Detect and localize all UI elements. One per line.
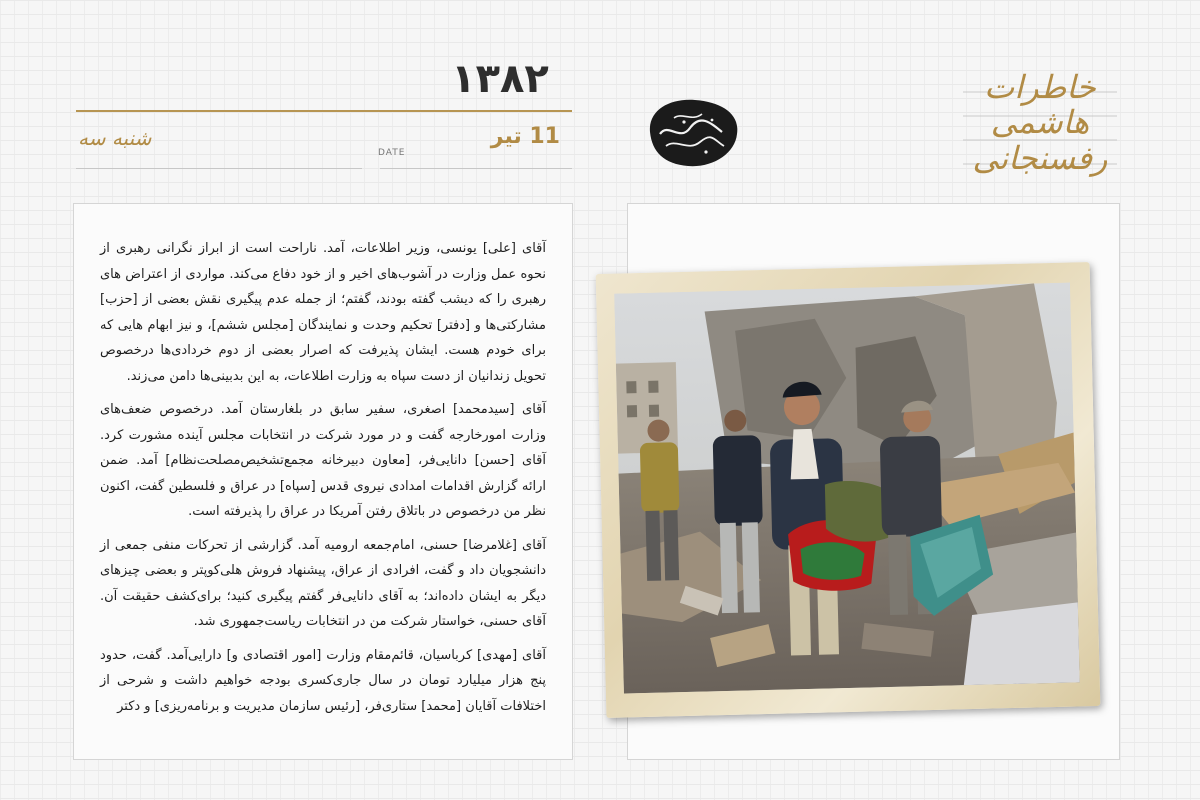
photo-frame <box>596 262 1101 718</box>
memoir-text <box>100 236 546 727</box>
date-underline <box>380 168 572 169</box>
memoir-text-panel <box>73 203 573 760</box>
rubble-photo <box>614 283 1080 694</box>
paragraph-2: آقای [سیدمحمد] اصغری، سفیر سابق در بلغارستان آمد. درخصوص ضعف‌های وزارت امورخارجه گفت و در مورد شرکت در انتخابات مجلس آینده مشورت کرد. آقای [حسن] دانایی‌فر، [معاون دبیرخانه مجمع‌تشخیص‌مصلحت‌نظام] آمد. ضمن ارائه گزارش اقدامات امدادی نیروی قدس [سپاه] در عراق و فلسطین گفت، اکنون نظر من درخصوص در باتلاق رفتن آمریکا در عراق را پذیرفته است. <box>100 402 546 519</box>
memoirs-logo <box>955 68 1125 178</box>
day-underline <box>76 168 362 169</box>
header-gold-rule <box>76 110 572 112</box>
logo-text: خاطرات هاشمی رفسنجانی <box>972 68 1108 177</box>
day-name: شنبه سه <box>78 126 152 150</box>
date-label: DATE <box>378 148 406 158</box>
paragraph-3: آقای [غلامرضا] حسنی، امام‌جمعه ارومیه آمد. گزارشی از تحرکات منفی جمعی از دانشجویان داد و گفت، افرادی از عراق، پیشنهاد فروش هلی‌کوپتر و بعضی چیزهای دیگر به ایشان داده‌اند؛ به آقای دانایی‌فر گفتم پیگیری کنید؛ برای‌کشف حقیقت آن. آقای حسنی، خواستار شرکت من در انتخابات ریاست‌جمهوری شد. <box>100 537 546 629</box>
year-heading: ۱۳۸۲ <box>451 56 549 102</box>
paragraph-1: آقای [علی] یونسی، وزیر اطلاعات، آمد. ناراحت است از ابراز نگرانی رهبری از نحوه عمل وزارت در آشوب‌های اخیر و از خود دفاع می‌کند. مواردی از اعتراض های رهبری را که دیشب گفته بودند، گفتم؛ از جمله عدم پیگیری نقش بعضی از [حزب] مشارکتی‌ها و [دفتر] تحکیم وحدت و نمایندگان [مجلس ششم]، و نیز ابهام هایی که برای خودم هست. ایشان پذیرفت که اصرار بعضی از دوم خردادی‌ها درخصوص تحویل زندانیان از دست سپاه به وزارت اطلاعات، به این بدبینی‌ها دامن می‌زند. <box>100 241 546 384</box>
signature-seal <box>640 92 744 172</box>
paragraph-4: آقای [مهدی] کرباسیان، قائم‌مقام وزارت [امور اقتصادی و] دارایی‌آمد. گفت، حدود پنج هزار میلیارد تومان در سال جاری‌کسری بودجه خواهیم داشت و شرحی از اختلافات آقایان [محمد] ستاری‌فر، [رئیس سازمان مدیریت و برنامه‌ریزی] و دکتر <box>100 647 546 714</box>
date-value: 11 تیر <box>490 124 560 149</box>
